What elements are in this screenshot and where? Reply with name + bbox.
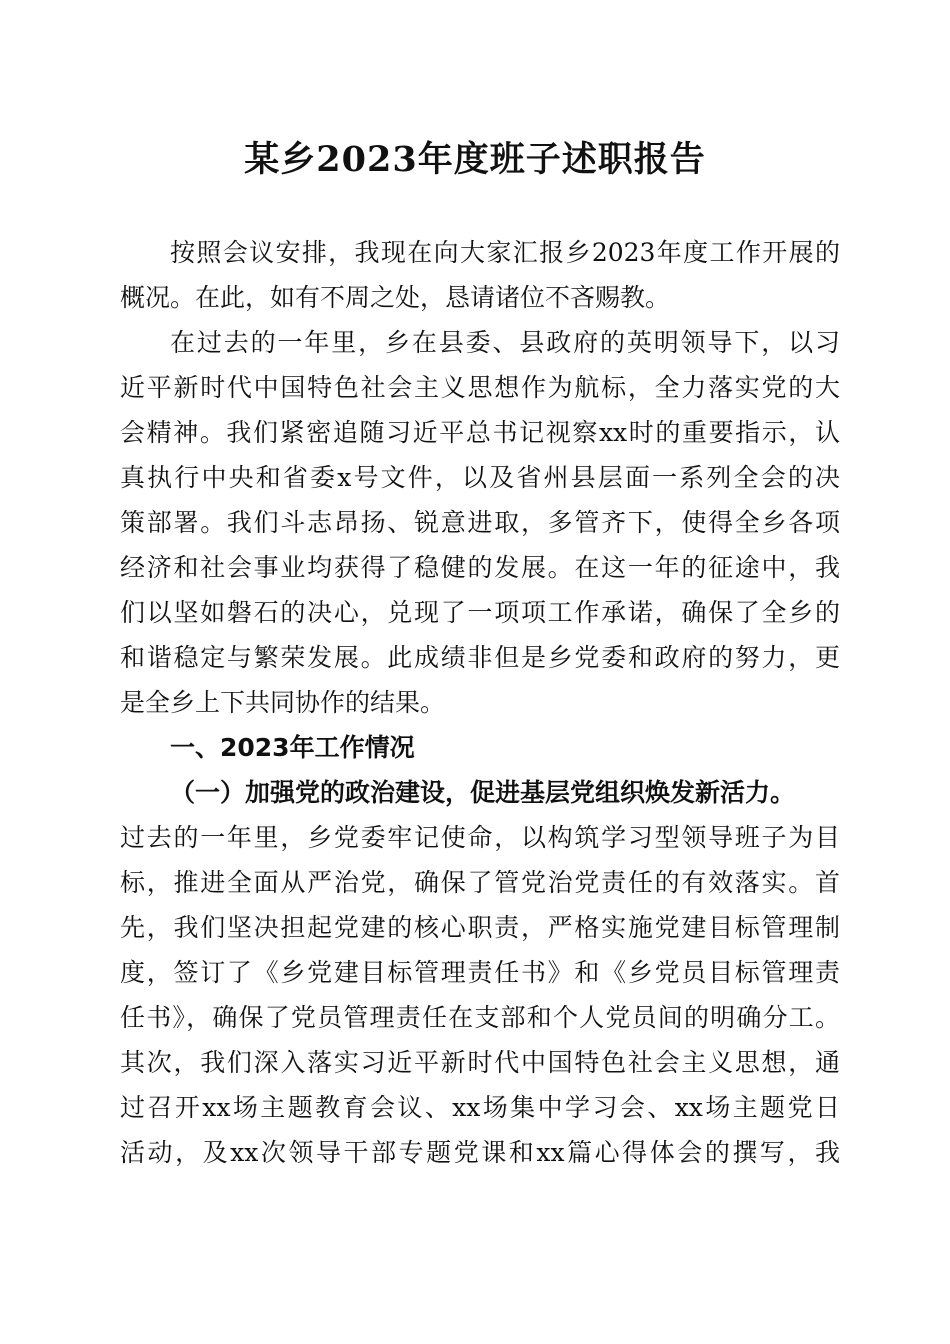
subsection-1-heading: （一）加强党的政治建设，促进基层党组织焕发新活力。 xyxy=(170,778,796,807)
paragraph-2-line-9: 是全乡上下共同协作的结果。 xyxy=(120,688,446,717)
paragraph-3-line-4: 度，签订了《乡党建目标管理责任书》和《乡党员目标管理责 xyxy=(120,958,840,987)
paragraph-3-line-2: 标，推进全面从严治党，确保了管党治党责任的有效落实。首 xyxy=(120,868,840,897)
document-title: 某乡2023年度班子述职报告 xyxy=(244,139,706,180)
paragraph-2-line-1: 在过去的一年里，乡在县委、县政府的英明领导下，以习 xyxy=(170,328,840,357)
paragraph-1-line-1: 按照会议安排，我现在向大家汇报乡2023年度工作开展的 xyxy=(170,238,840,267)
paragraph-2-line-2: 近平新时代中国特色社会主义思想作为航标，全力落实党的大 xyxy=(120,373,840,402)
paragraph-2-line-4: 真执行中央和省委x号文件，以及省州县层面一系列全会的决 xyxy=(120,463,840,492)
paragraph-2-line-3: 会精神。我们紧密追随习近平总书记视察xx时的重要指示，认 xyxy=(120,418,840,447)
paragraph-2-line-8: 和谐稳定与繁荣发展。此成绩非但是乡党委和政府的努力，更 xyxy=(120,643,840,672)
paragraph-3-line-6: 其次，我们深入落实习近平新时代中国特色社会主义思想，通 xyxy=(120,1048,840,1077)
paragraph-2-line-6: 经济和社会事业均获得了稳健的发展。在这一年的征途中，我 xyxy=(120,553,840,582)
paragraph-3-line-5: 任书》，确保了党员管理责任在支部和个人党员间的明确分工。 xyxy=(120,1003,840,1032)
paragraph-3-line-7: 过召开xx场主题教育会议、xx场集中学习会、xx场主题党日 xyxy=(120,1093,840,1122)
section-1-heading: 一、2023年工作情况 xyxy=(170,733,415,762)
paragraph-3-line-8: 活动，及xx次领导干部专题党课和xx篇心得体会的撰写，我 xyxy=(120,1138,840,1167)
paragraph-3-line-3: 先，我们坚决担起党建的核心职责，严格实施党建目标管理制 xyxy=(120,913,840,942)
paragraph-2-line-7: 们以坚如磐石的决心，兑现了一项项工作承诺，确保了全乡的 xyxy=(120,598,840,627)
paragraph-3-line-1: 过去的一年里，乡党委牢记使命，以构筑学习型领导班子为目 xyxy=(120,823,840,852)
paragraph-2-line-5: 策部署。我们斗志昂扬、锐意进取，多管齐下，使得全乡各项 xyxy=(120,508,840,537)
paragraph-1-line-2: 概况。在此，如有不周之处，恳请诸位不吝赐教。 xyxy=(120,283,671,312)
